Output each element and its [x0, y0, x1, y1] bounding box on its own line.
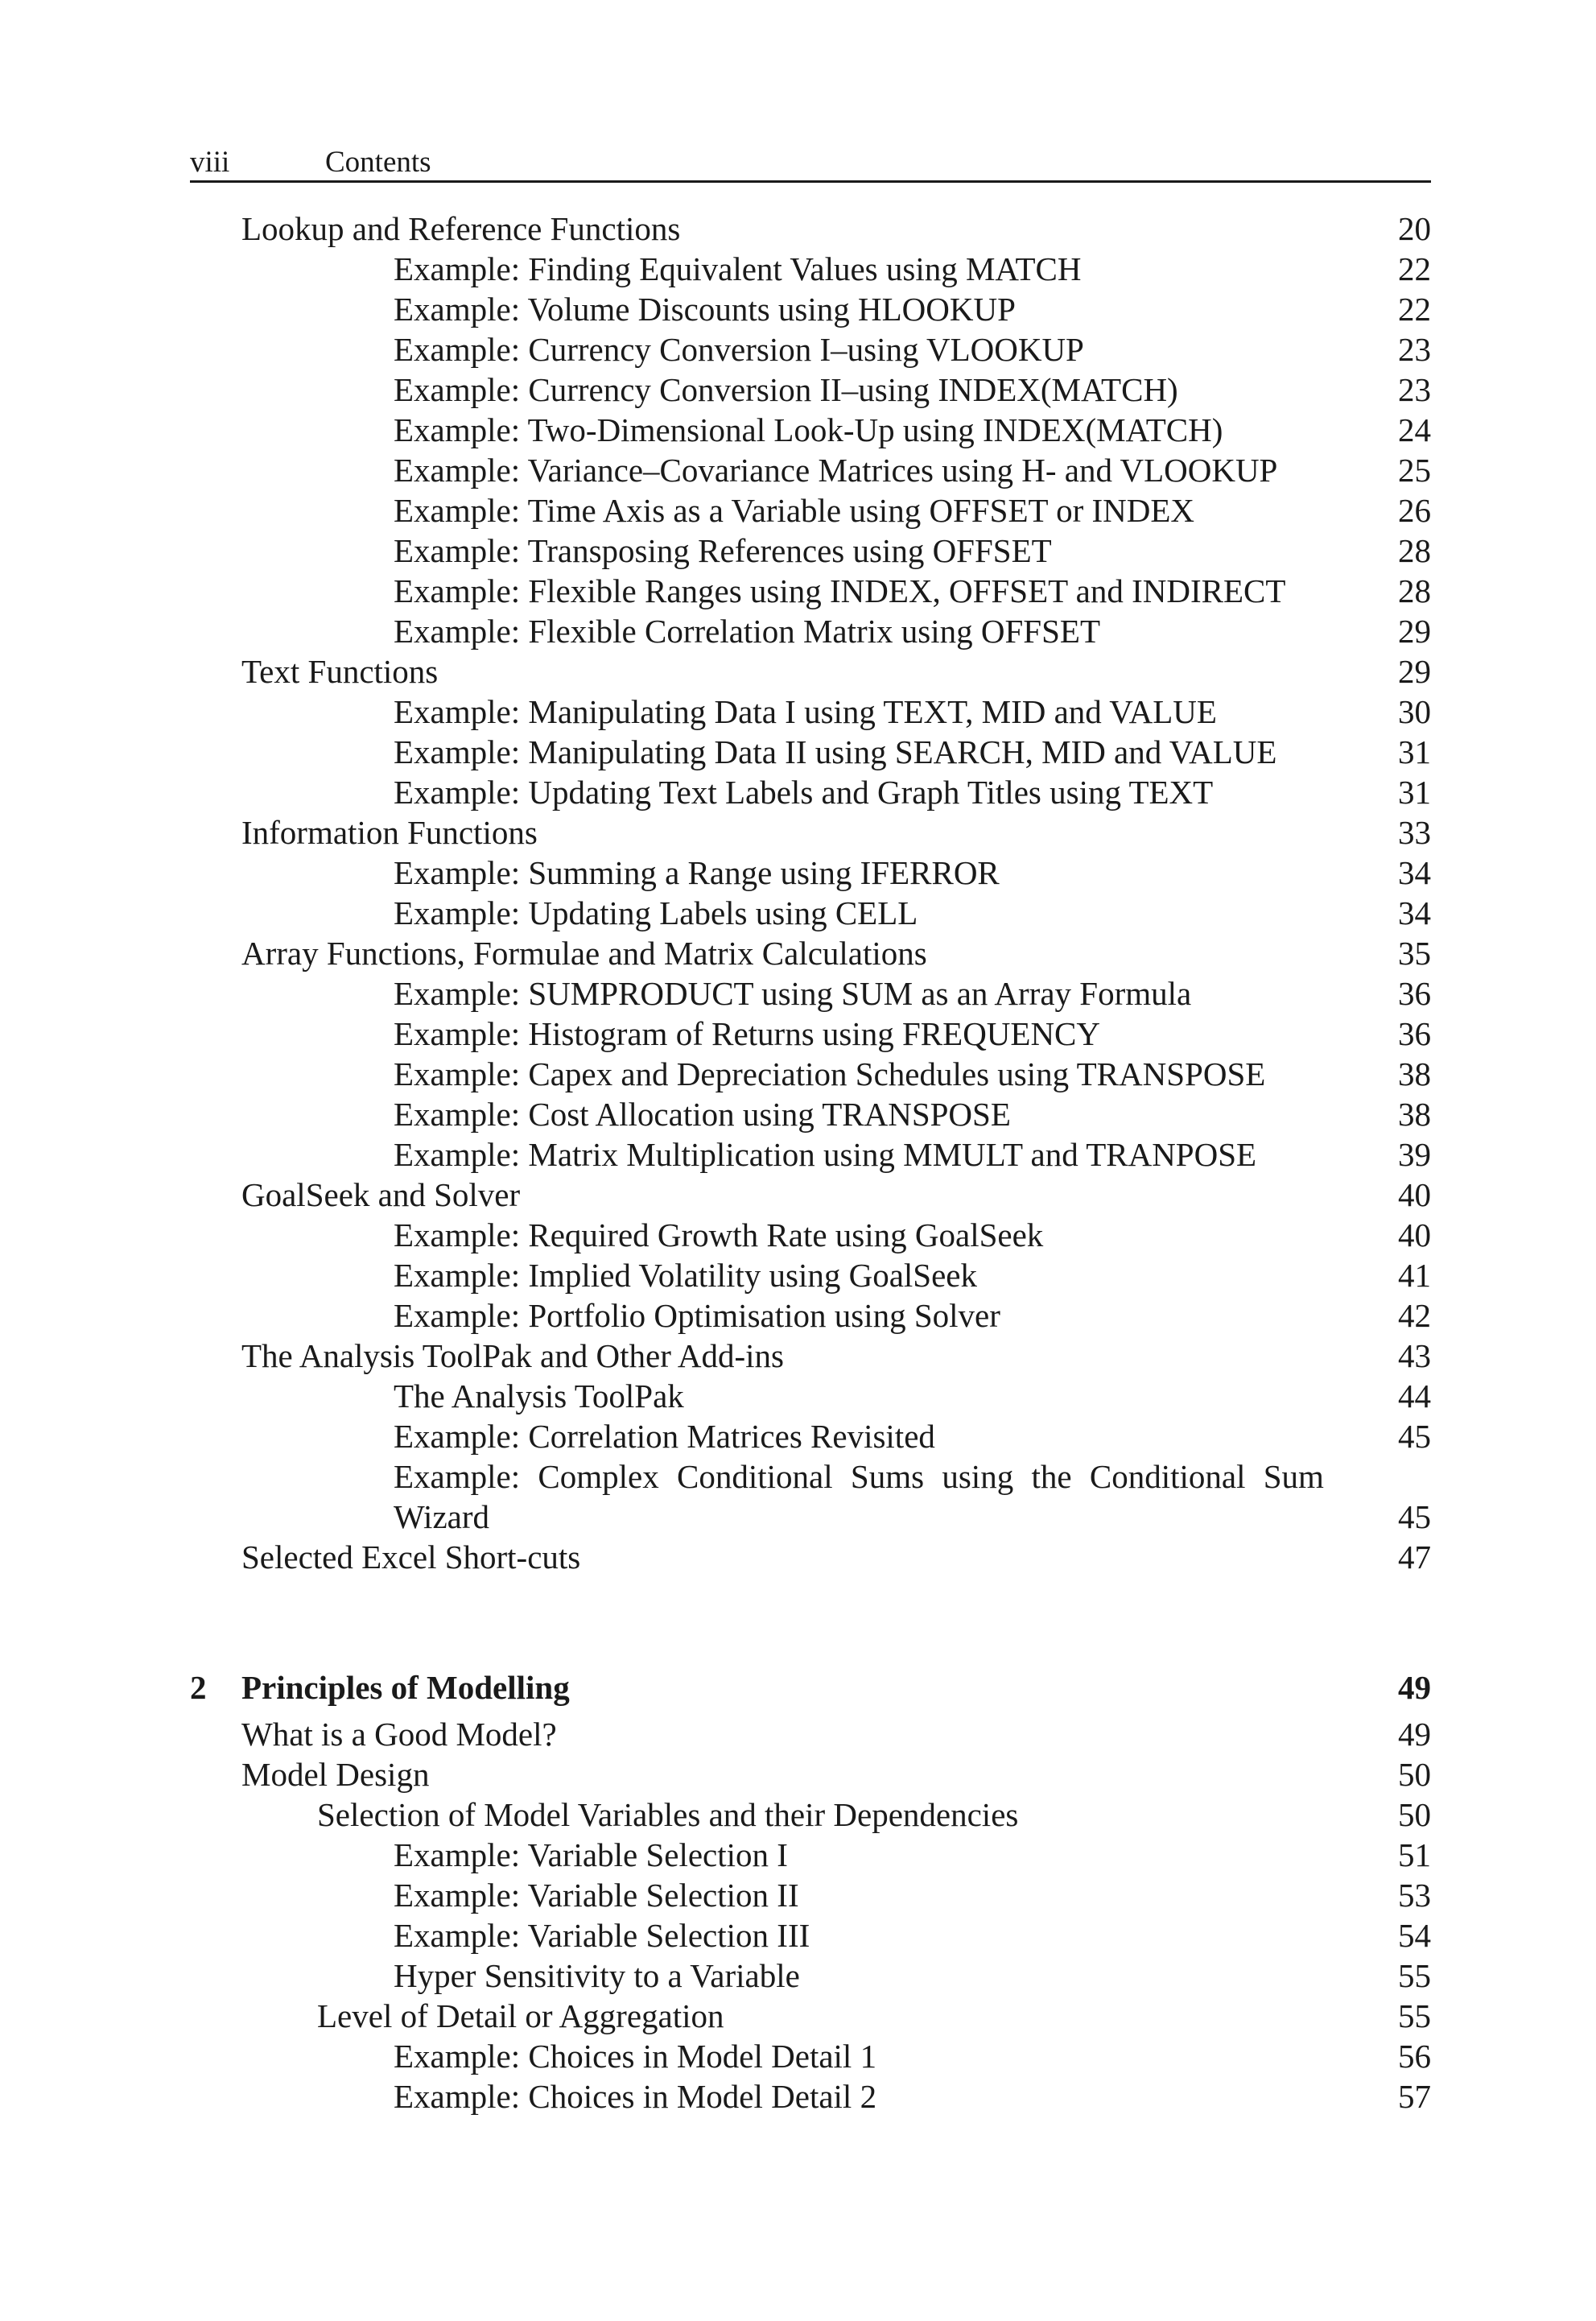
toc-entry-title: Lookup and Reference Functions — [241, 210, 681, 247]
toc-entry-title: Example: Manipulating Data I using TEXT, MID and VALUE — [394, 693, 1217, 730]
toc-entry-page: 34 — [1398, 854, 1431, 891]
toc-entry-page: 31 — [1398, 733, 1431, 770]
toc-entry-page: 28 — [1398, 572, 1431, 609]
toc-entry-title: GoalSeek and Solver — [241, 1176, 521, 1213]
toc-entry-page: 45 — [1398, 1498, 1431, 1535]
toc-entry-title: Example: Cost Allocation using TRANSPOSE — [394, 1096, 1011, 1133]
toc-entry — [0, 490, 1596, 531]
toc-entry-title: The Analysis ToolPak — [394, 1377, 684, 1414]
toc-entry-title: Example: Updating Text Labels and Graph Titles using TEXT — [394, 774, 1214, 811]
toc-entry-title: Level of Detail or Aggregation — [317, 1997, 724, 2034]
toc-entry-page: 47 — [1398, 1538, 1431, 1576]
toc-entry — [0, 1295, 1596, 1336]
toc-entry-title: Example: Finding Equivalent Values using MATCH — [394, 250, 1082, 287]
toc-entry-title: Hyper Sensitivity to a Variable — [394, 1957, 800, 1994]
toc-entry-page: 38 — [1398, 1096, 1431, 1133]
toc-entry-page: 39 — [1398, 1136, 1431, 1173]
toc-entry — [0, 2076, 1596, 2117]
toc-entry-title: Example: Currency Conversion II–using INDEX(MATCH) — [394, 371, 1178, 408]
toc-entry-title: Example: Correlation Matrices Revisited — [394, 1418, 935, 1455]
toc-entry — [0, 1014, 1596, 1054]
toc-entry-page: 44 — [1398, 1377, 1431, 1414]
toc-entry-page: 29 — [1398, 613, 1431, 650]
toc-entry-title: Example: Required Growth Rate using GoalSeek — [394, 1216, 1044, 1253]
toc-entry-title: Example: Summing a Range using IFERROR — [394, 854, 1000, 891]
toc-entry-page: 54 — [1398, 1917, 1431, 1954]
toc-entry — [0, 289, 1596, 329]
toc-entry-title — [394, 1456, 1324, 1497]
toc-entry-title: Wizard — [394, 1498, 489, 1535]
toc-entry-page: 51 — [1398, 1836, 1431, 1873]
toc-entry-title: Array Functions, Formulae and Matrix Calculations — [241, 935, 927, 972]
toc-entry-page: 38 — [1398, 1055, 1431, 1092]
toc-entry — [0, 772, 1596, 812]
toc-entry-page: 49 — [1398, 1716, 1431, 1753]
toc-entry-title: Example: Matrix Multiplication using MMULT and TRANPOSE — [394, 1136, 1257, 1173]
toc-entry — [0, 1416, 1596, 1456]
toc-entry — [0, 1714, 1596, 1754]
toc-entry-title: Example: Manipulating Data II using SEARCH, MID and VALUE — [394, 733, 1277, 770]
toc-entry — [0, 1215, 1596, 1255]
toc-entry-word: Conditional — [1089, 1458, 1246, 1495]
toc-entry-title: Example: Flexible Ranges using INDEX, OFFSET and INDIRECT — [394, 572, 1286, 609]
chapter-page: 49 — [1398, 1669, 1431, 1706]
toc-entry-title: Example: Variable Selection I — [394, 1836, 788, 1873]
toc-entry-title: Example: Updating Labels using CELL — [394, 894, 918, 931]
toc-entry-page: 31 — [1398, 774, 1431, 811]
toc-entry-page: 56 — [1398, 2038, 1431, 2075]
toc-entry-title: Example: Implied Volatility using GoalSeek — [394, 1257, 978, 1294]
toc-entry-page: 42 — [1398, 1297, 1431, 1334]
toc-entry-title: Example: Choices in Model Detail 2 — [394, 2078, 877, 2115]
toc-entry-title: Model Design — [241, 1756, 430, 1793]
toc-entry-title: Example: Variable Selection II — [394, 1877, 799, 1914]
toc-entry-page: 22 — [1398, 250, 1431, 287]
toc-entry-page: 43 — [1398, 1337, 1431, 1374]
toc-entry-page: 26 — [1398, 492, 1431, 529]
toc-entry — [0, 410, 1596, 450]
toc-entry-title: Example: Time Axis as a Variable using OFFSET or INDEX — [394, 492, 1194, 529]
running-title: Contents — [325, 146, 431, 179]
toc-entry-title: Example: Variance–Covariance Matrices using H- and VLOOKUP — [394, 452, 1278, 489]
toc-entry — [0, 1794, 1596, 1835]
toc-entry — [0, 1094, 1596, 1134]
toc-entry-title: Example: Volume Discounts using HLOOKUP — [394, 291, 1016, 328]
toc-entry — [0, 370, 1596, 410]
toc-entry-page: 40 — [1398, 1216, 1431, 1253]
page-folio: viii — [190, 146, 230, 179]
toc-entry-word: Conditional — [677, 1458, 833, 1495]
toc-entry-title: Selection of Model Variables and their Dependencies — [317, 1796, 1019, 1833]
toc-entry-page: 28 — [1398, 532, 1431, 569]
toc-entry-word: Complex — [538, 1458, 659, 1495]
toc-entry-page: 33 — [1398, 814, 1431, 851]
toc-entry-word: Example: — [394, 1458, 521, 1495]
toc-entry-page: 23 — [1398, 371, 1431, 408]
toc-entry-title: Example: Flexible Correlation Matrix using OFFSET — [394, 613, 1100, 650]
toc-entry-title: Example: Capex and Depreciation Schedules using TRANSPOSE — [394, 1055, 1266, 1092]
toc-entry-page: 53 — [1398, 1877, 1431, 1914]
chapter-number: 2 — [190, 1669, 207, 1706]
toc-entry-page: 35 — [1398, 935, 1431, 972]
toc-entry-word: Sums — [850, 1458, 925, 1495]
toc-entry — [0, 531, 1596, 571]
toc-entry — [0, 611, 1596, 651]
toc-entry — [0, 651, 1596, 692]
toc-entry — [0, 571, 1596, 611]
header-rule — [190, 180, 1431, 183]
toc-entry-title: Example: SUMPRODUCT using SUM as an Array Formula — [394, 975, 1192, 1012]
toc-entry-title: Example: Currency Conversion I–using VLOOKUP — [394, 331, 1084, 368]
toc-entry-title: Text Functions — [241, 653, 439, 690]
toc-entry — [0, 450, 1596, 490]
toc-entry-word: using — [942, 1458, 1014, 1495]
chapter-entry — [0, 1667, 1596, 1708]
toc-entry — [0, 1754, 1596, 1794]
toc-entry-title: What is a Good Model? — [241, 1716, 557, 1753]
toc-entry-page: 24 — [1398, 411, 1431, 448]
toc-entry — [0, 1956, 1596, 1996]
toc-entry — [0, 1134, 1596, 1175]
toc-entry-page: 22 — [1398, 291, 1431, 328]
toc-entry — [0, 1835, 1596, 1875]
toc-entry — [0, 1915, 1596, 1956]
toc-entry-title: Example: Transposing References using OFFSET — [394, 532, 1052, 569]
toc-entry — [0, 933, 1596, 973]
toc-entry-page: 55 — [1398, 1957, 1431, 1994]
toc-entry-title: Information Functions — [241, 814, 538, 851]
toc-entry — [0, 732, 1596, 772]
toc-entry-page: 55 — [1398, 1997, 1431, 2034]
toc-entry-page: 30 — [1398, 693, 1431, 730]
toc-entry — [0, 2036, 1596, 2076]
toc-entry-title: Example: Two-Dimensional Look-Up using INDEX(MATCH) — [394, 411, 1223, 448]
toc-entry-page: 36 — [1398, 975, 1431, 1012]
toc-entry-title: The Analysis ToolPak and Other Add-ins — [241, 1337, 784, 1374]
toc-entry-page: 23 — [1398, 331, 1431, 368]
toc-entry-word: Sum — [1263, 1458, 1324, 1495]
toc-entry — [0, 249, 1596, 289]
toc-entry — [0, 1054, 1596, 1094]
toc-entry — [0, 1875, 1596, 1915]
toc-entry-title: Example: Variable Selection III — [394, 1917, 810, 1954]
toc-entry-page: 34 — [1398, 894, 1431, 931]
toc-entry-title: Selected Excel Short-cuts — [241, 1538, 581, 1576]
toc-entry-page: 50 — [1398, 1756, 1431, 1793]
toc-entry — [0, 692, 1596, 732]
toc-entry — [0, 1497, 1596, 1537]
toc-entry — [0, 1376, 1596, 1416]
toc-entry — [0, 1255, 1596, 1295]
toc-entry-page: 50 — [1398, 1796, 1431, 1833]
toc-entry-page: 29 — [1398, 653, 1431, 690]
toc-entry-page: 41 — [1398, 1257, 1431, 1294]
running-header — [190, 143, 1431, 182]
toc-entry — [0, 1456, 1596, 1497]
toc-entry-word: the — [1031, 1458, 1072, 1495]
chapter-title: Principles of Modelling — [241, 1669, 570, 1706]
toc-entry — [0, 973, 1596, 1014]
toc-entry — [0, 1537, 1596, 1577]
toc-entry — [0, 812, 1596, 853]
toc-entry-page: 20 — [1398, 210, 1431, 247]
toc-entry-title: Example: Choices in Model Detail 1 — [394, 2038, 877, 2075]
toc-entry-title: Example: Histogram of Returns using FREQUENCY — [394, 1015, 1101, 1052]
toc-entry-page: 57 — [1398, 2078, 1431, 2115]
toc-entry — [0, 329, 1596, 370]
toc-entry-page: 25 — [1398, 452, 1431, 489]
toc-entry — [0, 853, 1596, 893]
toc-entry — [0, 209, 1596, 249]
toc-entry — [0, 1996, 1596, 2036]
toc-entry-page: 40 — [1398, 1176, 1431, 1213]
toc-entry — [0, 1336, 1596, 1376]
toc-entry-title: Example: Portfolio Optimisation using Solver — [394, 1297, 1000, 1334]
toc-entry-page: 45 — [1398, 1418, 1431, 1455]
toc-entry-page: 36 — [1398, 1015, 1431, 1052]
toc-entry — [0, 893, 1596, 933]
toc-entry — [0, 1175, 1596, 1215]
